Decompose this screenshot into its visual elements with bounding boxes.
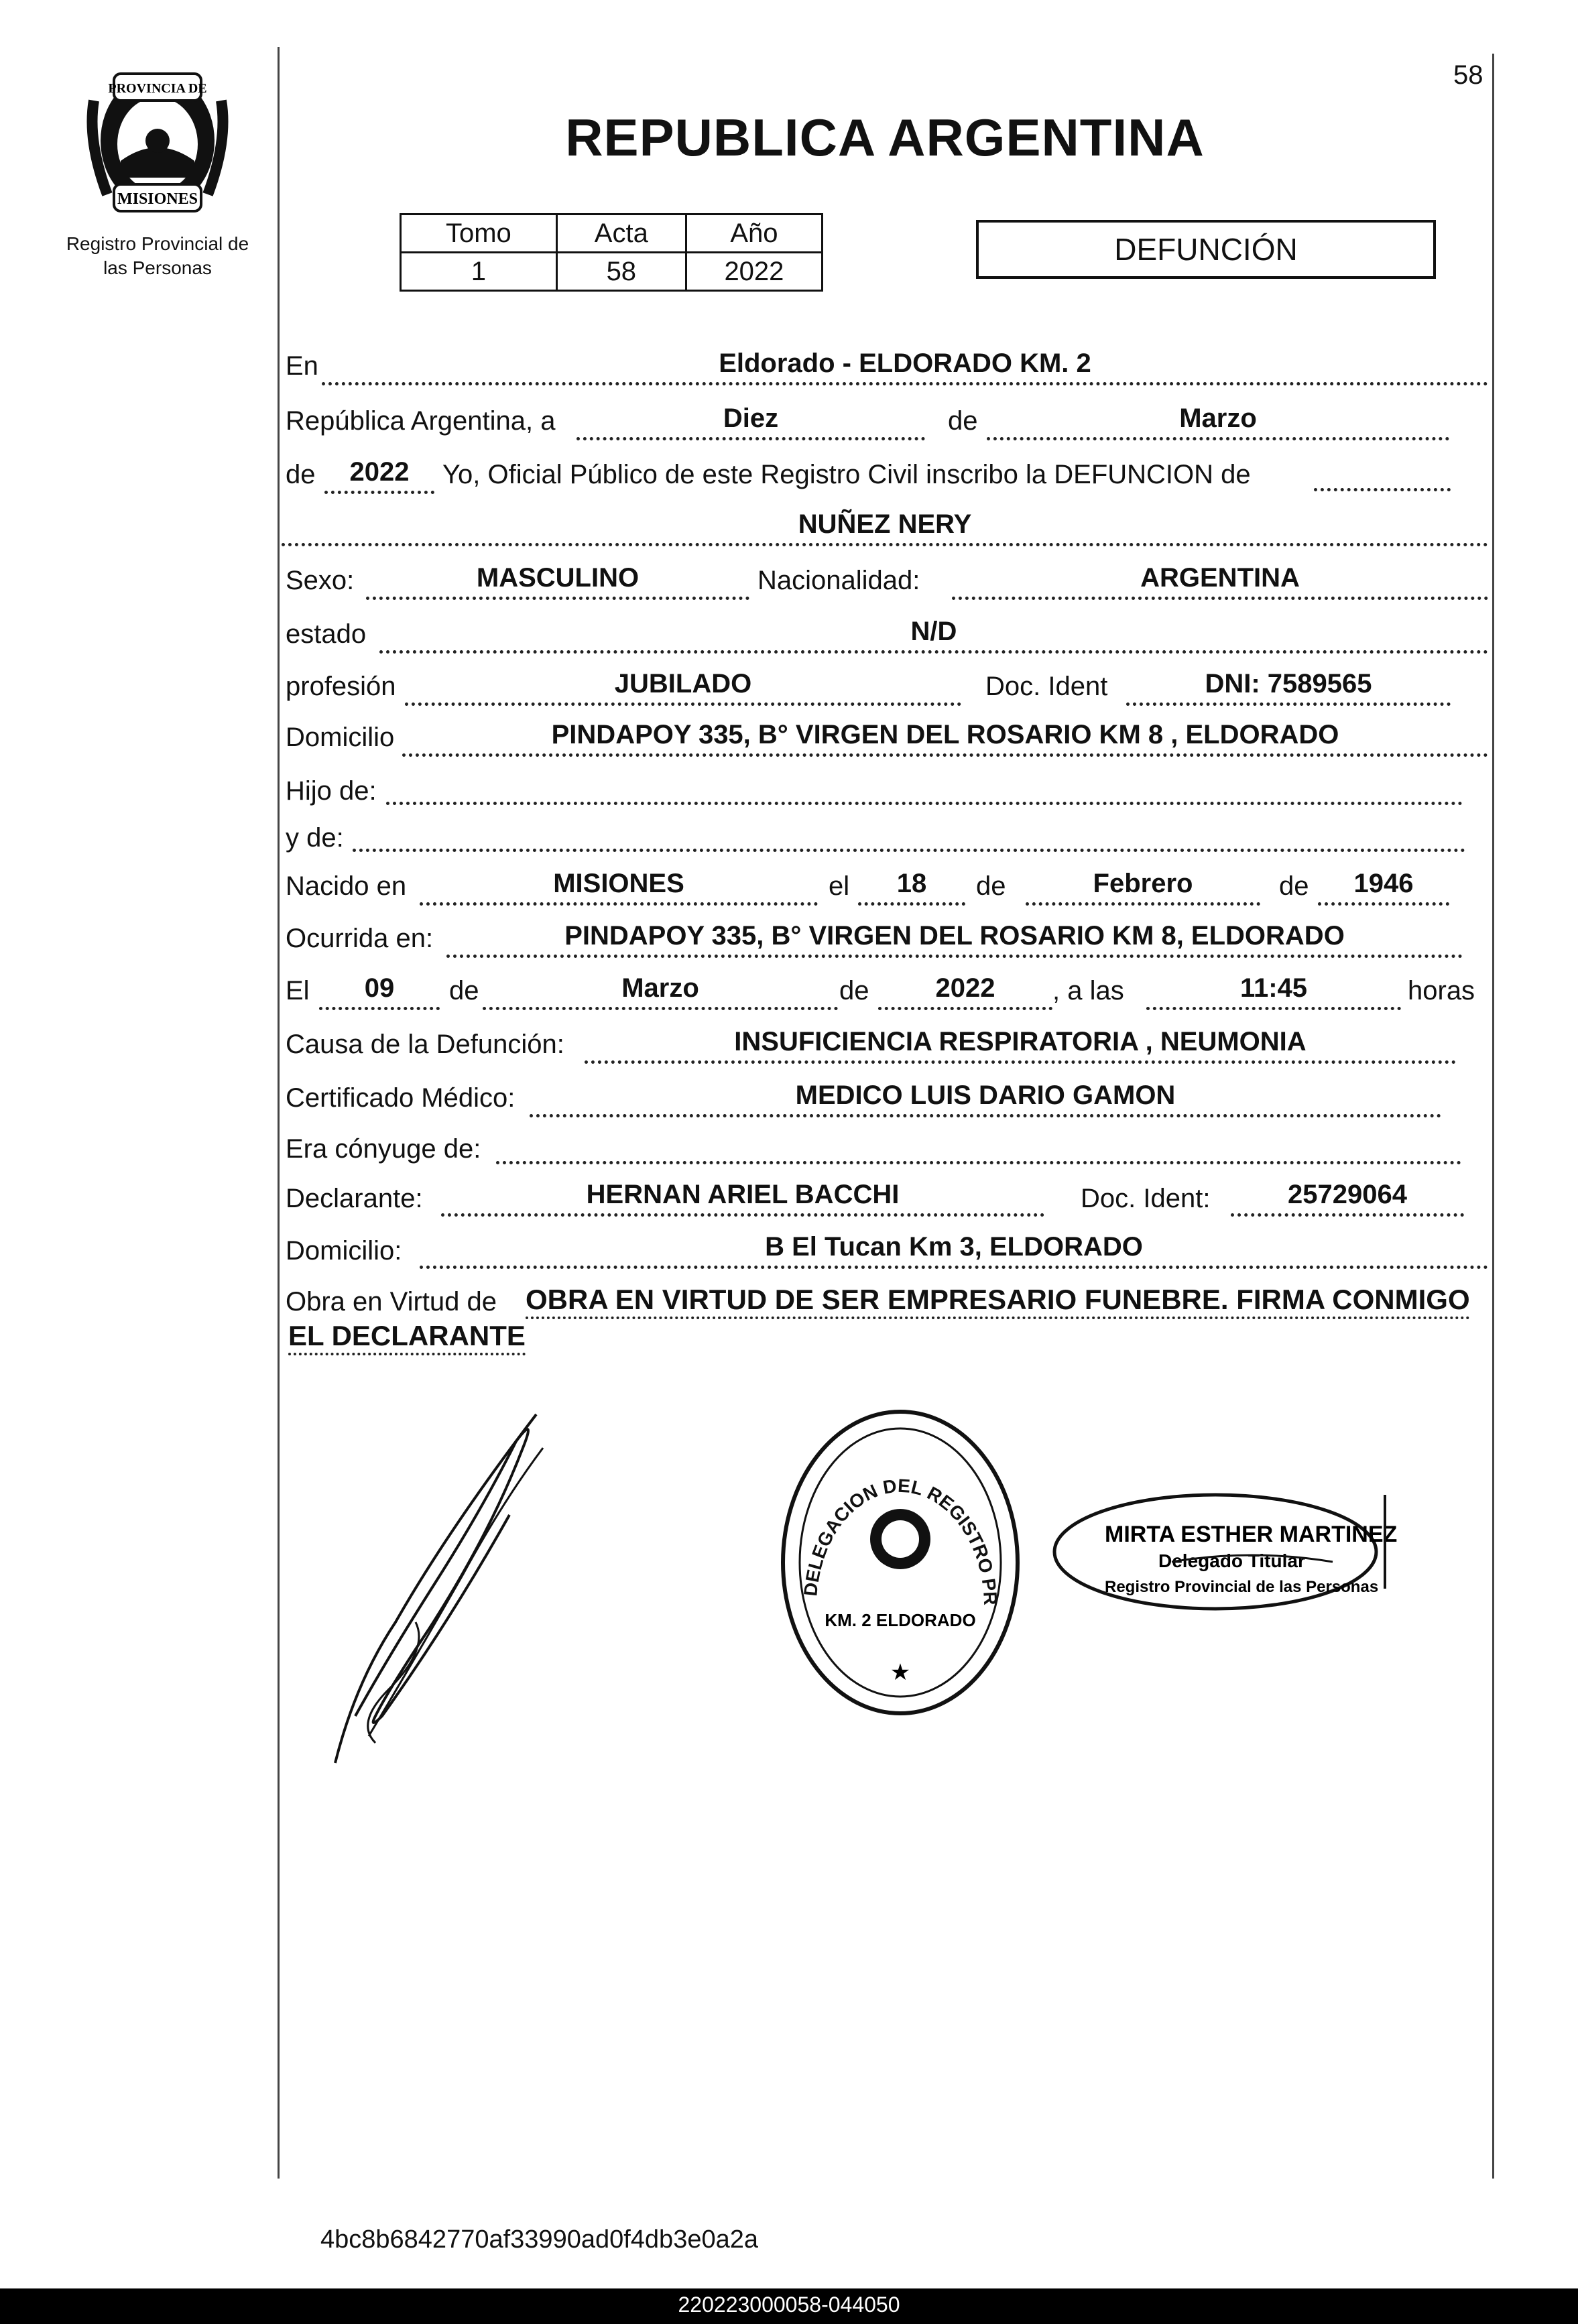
hora-field: 11:45 (1146, 975, 1401, 1010)
certificado-label: Certificado Médico: (286, 1083, 515, 1113)
domicilio-label: Domicilio (286, 723, 395, 752)
obra-line-1: OBRA EN VIRTUD DE SER EMPRESARIO FUNEBRE. FIRMA CONMIGO (526, 1283, 1470, 1319)
tomo-value: 1 (401, 253, 557, 291)
lugar-field: Eldorado - ELDORADO KM. 2 (322, 350, 1488, 385)
nacido-en-field: MISIONES (420, 870, 818, 906)
declarante-label: Declarante: (286, 1184, 423, 1213)
left-border (278, 47, 280, 2179)
documento-field: DNI: 7589565 (1126, 670, 1451, 706)
right-border (1492, 54, 1494, 2179)
acta-value: 58 (556, 253, 686, 291)
svg-text:Registro Provincial de las Per: Registro Provincial de las Personas (1105, 1578, 1379, 1596)
de-label-3: de (976, 871, 1006, 901)
hijo-de-label: Hijo de: (286, 776, 377, 806)
certificado-field: MEDICO LUIS DARIO GAMON (530, 1082, 1441, 1117)
svg-text:DELEGACION DEL REGISTRO PROVIN: DELEGACION DEL REGISTRO PR (800, 1475, 1002, 1606)
declarante-doc-label: Doc. Ident: (1081, 1184, 1211, 1213)
anio-value: 2022 (686, 253, 822, 291)
def-mes-field: Marzo (483, 975, 838, 1010)
registry-seal (776, 1405, 1024, 1720)
domicilio-field: PINDAPOY 335, B° VIRGEN DEL ROSARIO KM 8 , ELDORADO (402, 721, 1488, 757)
def-anio-field: 2022 (878, 975, 1052, 1010)
profesion-label: profesión (286, 672, 396, 701)
registry-line-2: las Personas (103, 257, 212, 278)
de-label-4: de (1279, 871, 1309, 901)
registry-line-1: Registro Provincial de (66, 233, 249, 254)
yo-oficial-label: Yo, Oficial Público de este Registro Civil inscribo la DEFUNCION de (442, 460, 1251, 489)
hijo-de-field (386, 775, 1463, 805)
estado-label: estado (286, 619, 367, 649)
declarante-doc-field: 25729064 (1231, 1181, 1464, 1217)
declarante-field: HERNAN ARIEL BACCHI (441, 1181, 1044, 1217)
page-number: 58 (1453, 60, 1483, 90)
nac-mes-field: Febrero (1026, 870, 1260, 906)
estado-field: N/D (379, 618, 1488, 654)
svg-text:MIRTA ESTHER MARTINEZ: MIRTA ESTHER MARTINEZ (1105, 1522, 1398, 1547)
y-de-field (353, 822, 1465, 852)
domicilio-declarante-field: B El Tucan Km 3, ELDORADO (420, 1233, 1488, 1269)
barcode-text: 220223000058-044050 (678, 2292, 900, 2317)
nacido-en-label: Nacido en (286, 871, 407, 901)
obra-label: Obra en Virtud de (286, 1287, 497, 1317)
causa-field: INSUFICIENCIA RESPIRATORIA , NEUMONIA (585, 1028, 1456, 1064)
de-label-6: de (839, 976, 869, 1005)
mes-field: Marzo (987, 405, 1449, 440)
conyuge-label: Era cónyuge de: (286, 1134, 481, 1164)
profesion-field: JUBILADO (405, 670, 961, 706)
a-las-label: , a las (1052, 976, 1124, 1005)
el-cap-label: El (286, 976, 310, 1005)
tomo-header: Tomo (401, 215, 557, 253)
svg-text:Delegado Titular: Delegado Titular (1158, 1550, 1305, 1571)
el-label: el (829, 871, 850, 901)
de-label-1: de (948, 406, 978, 436)
doc-ident-label: Doc. Ident (985, 672, 1108, 701)
conyuge-field (496, 1134, 1461, 1164)
ocurrida-en-label: Ocurrida en: (286, 924, 434, 953)
en-label: En (286, 351, 318, 381)
sexo-field: MASCULINO (366, 564, 749, 600)
republica-label: República Argentina, a (286, 406, 556, 436)
horas-label: horas (1408, 976, 1475, 1005)
svg-text:PROVINCIA DE: PROVINCIA DE (108, 81, 207, 96)
de-label-2: de (286, 460, 316, 489)
nacionalidad-label: Nacionalidad: (757, 566, 920, 595)
province-emblem (80, 60, 235, 221)
dia-field: Diez (576, 405, 925, 440)
svg-text:MISIONES: MISIONES (117, 190, 198, 208)
svg-text:KM. 2 ELDORADO: KM. 2 ELDORADO (825, 1610, 976, 1630)
page-title: REPUBLICA ARGENTINA (565, 108, 1205, 167)
declarant-signature (315, 1401, 583, 1776)
obra-line-2: EL DECLARANTE (288, 1319, 526, 1355)
document-hash: 4bc8b6842770af33990ad0f4db3e0a2a (320, 2225, 758, 2254)
registry-name (40, 232, 275, 280)
acta-header: Acta (556, 215, 686, 253)
anio-field: 2022 (324, 458, 434, 494)
nacionalidad-field: ARGENTINA (952, 564, 1488, 600)
ocurrida-en-field: PINDAPOY 335, B° VIRGEN DEL ROSARIO KM 8, ELDORADO (446, 922, 1463, 958)
nac-dia-field: 18 (858, 870, 965, 906)
def-dia-field: 09 (319, 975, 440, 1010)
svg-text:★: ★ (890, 1659, 911, 1686)
causa-label: Causa de la Defunción: (286, 1030, 564, 1059)
defuncion-de-field (1314, 461, 1451, 491)
sexo-label: Sexo: (286, 566, 355, 595)
nombre-field: NUÑEZ NERY (282, 511, 1488, 546)
tomo-acta-table (400, 213, 823, 292)
official-stamp (1051, 1488, 1400, 1615)
nac-anio-field: 1946 (1318, 870, 1449, 906)
anio-header: Año (686, 215, 822, 253)
act-type-box: DEFUNCIÓN (976, 220, 1436, 279)
de-label-5: de (449, 976, 479, 1005)
y-de-label: y de: (286, 823, 344, 853)
domicilio-declarante-label: Domicilio: (286, 1236, 402, 1266)
